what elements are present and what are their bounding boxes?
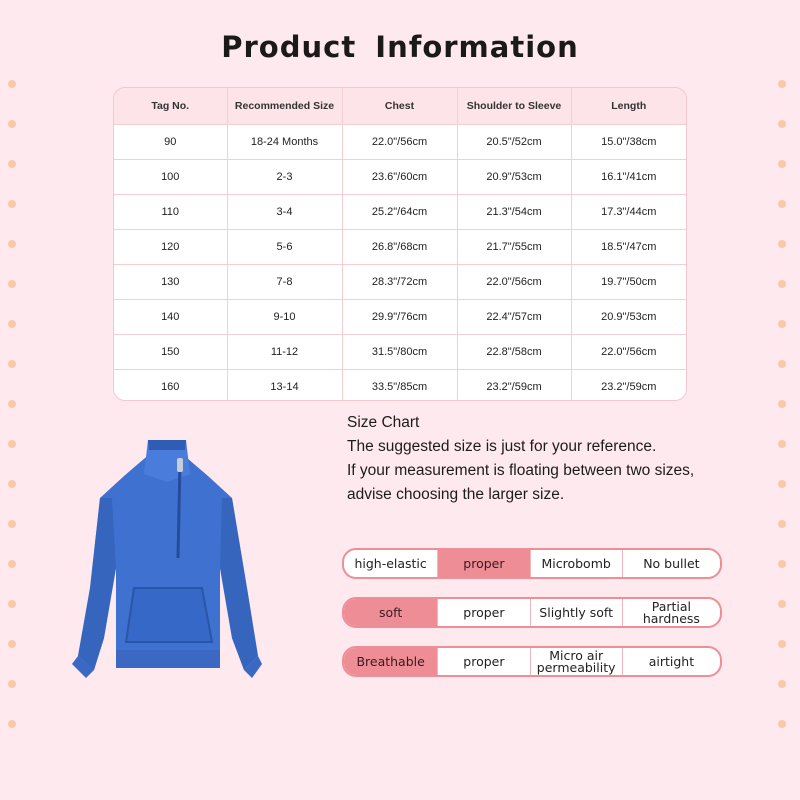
- table-row: [114, 335, 686, 370]
- table-cell: 17.3"/44cm: [571, 195, 686, 230]
- table-row: [114, 230, 686, 265]
- table-cell: 100: [114, 160, 227, 195]
- feature-cell: Micro air permeability: [531, 648, 623, 675]
- column-header: Tag No.: [114, 88, 227, 125]
- feature-cell-selected: proper: [438, 550, 530, 577]
- table-cell: 23.2"/59cm: [457, 370, 571, 402]
- table-cell: 22.8"/58cm: [457, 335, 571, 370]
- notes-heading: Size Chart: [347, 414, 420, 431]
- feature-row-softness: [342, 597, 722, 628]
- table-cell: 7-8: [227, 265, 342, 300]
- table-cell: 15.0"/38cm: [571, 125, 686, 160]
- table-cell: 13-14: [227, 370, 342, 402]
- table-cell: 22.4"/57cm: [457, 300, 571, 335]
- feature-cell: high-elastic: [344, 550, 438, 577]
- table-cell: 90: [114, 125, 227, 160]
- table-header-row: [114, 88, 686, 125]
- notes-line: The suggested size is just for your reference.: [347, 438, 657, 455]
- table-cell: 3-4: [227, 195, 342, 230]
- page-title: Product Information: [221, 30, 579, 64]
- table-cell: 20.9"/53cm: [457, 160, 571, 195]
- table-cell: 20.9"/53cm: [571, 300, 686, 335]
- table-cell: 22.0"/56cm: [571, 335, 686, 370]
- table-cell: 20.5"/52cm: [457, 125, 571, 160]
- column-header: Chest: [342, 88, 457, 125]
- table-cell: 9-10: [227, 300, 342, 335]
- table-cell: 140: [114, 300, 227, 335]
- table-row: [114, 265, 686, 300]
- table-row: [114, 160, 686, 195]
- table-row: [114, 125, 686, 160]
- feature-row-elasticity: [342, 548, 722, 579]
- column-header: Shoulder to Sleeve: [457, 88, 571, 125]
- table-cell: 5-6: [227, 230, 342, 265]
- feature-cell: Partial hardness: [642, 598, 700, 626]
- table-cell: 31.5"/80cm: [342, 335, 457, 370]
- feature-cell: proper: [438, 648, 530, 675]
- table-cell: 26.8"/68cm: [342, 230, 457, 265]
- table-cell: 18.5"/47cm: [571, 230, 686, 265]
- table-cell: 16.1"/41cm: [571, 160, 686, 195]
- feature-cell: No bullet: [643, 555, 700, 571]
- table-cell: 22.0"/56cm: [342, 125, 457, 160]
- table-cell: 120: [114, 230, 227, 265]
- size-table: [114, 88, 686, 401]
- column-header: Recommended Size: [227, 88, 342, 125]
- notes-line: If your measurement is floating between two sizes,: [347, 462, 695, 479]
- decorative-dots-right: [778, 80, 790, 760]
- table-cell: 110: [114, 195, 227, 230]
- column-header: Length: [571, 88, 686, 125]
- table-cell: 29.9"/76cm: [342, 300, 457, 335]
- feature-row-breathability: [342, 646, 722, 677]
- size-notes: [347, 411, 767, 507]
- table-cell: 160: [114, 370, 227, 402]
- feature-cell: Slightly soft: [531, 599, 623, 626]
- size-table-container: [113, 87, 687, 401]
- feature-cell: airtight: [648, 653, 695, 669]
- table-row: [114, 195, 686, 230]
- decorative-dots-left: [8, 80, 20, 760]
- sweatshirt-image: [72, 438, 262, 680]
- feature-cell-selected: soft: [344, 599, 438, 626]
- notes-line: advise choosing the larger size.: [347, 486, 565, 503]
- table-cell: 150: [114, 335, 227, 370]
- table-cell: 19.7"/50cm: [571, 265, 686, 300]
- table-cell: 25.2"/64cm: [342, 195, 457, 230]
- table-cell: 18-24 Months: [227, 125, 342, 160]
- table-cell: 23.6"/60cm: [342, 160, 457, 195]
- table-cell: 130: [114, 265, 227, 300]
- table-cell: 22.0"/56cm: [457, 265, 571, 300]
- table-cell: 23.2"/59cm: [571, 370, 686, 402]
- table-cell: 28.3"/72cm: [342, 265, 457, 300]
- table-cell: 21.7"/55cm: [457, 230, 571, 265]
- table-cell: 11-12: [227, 335, 342, 370]
- table-row: [114, 370, 686, 402]
- table-cell: 21.3"/54cm: [457, 195, 571, 230]
- feature-cell: proper: [438, 599, 530, 626]
- feature-cell: Microbomb: [531, 550, 623, 577]
- feature-cell-selected: Breathable: [344, 648, 438, 675]
- table-cell: 2-3: [227, 160, 342, 195]
- table-row: [114, 300, 686, 335]
- table-cell: 33.5"/85cm: [342, 370, 457, 402]
